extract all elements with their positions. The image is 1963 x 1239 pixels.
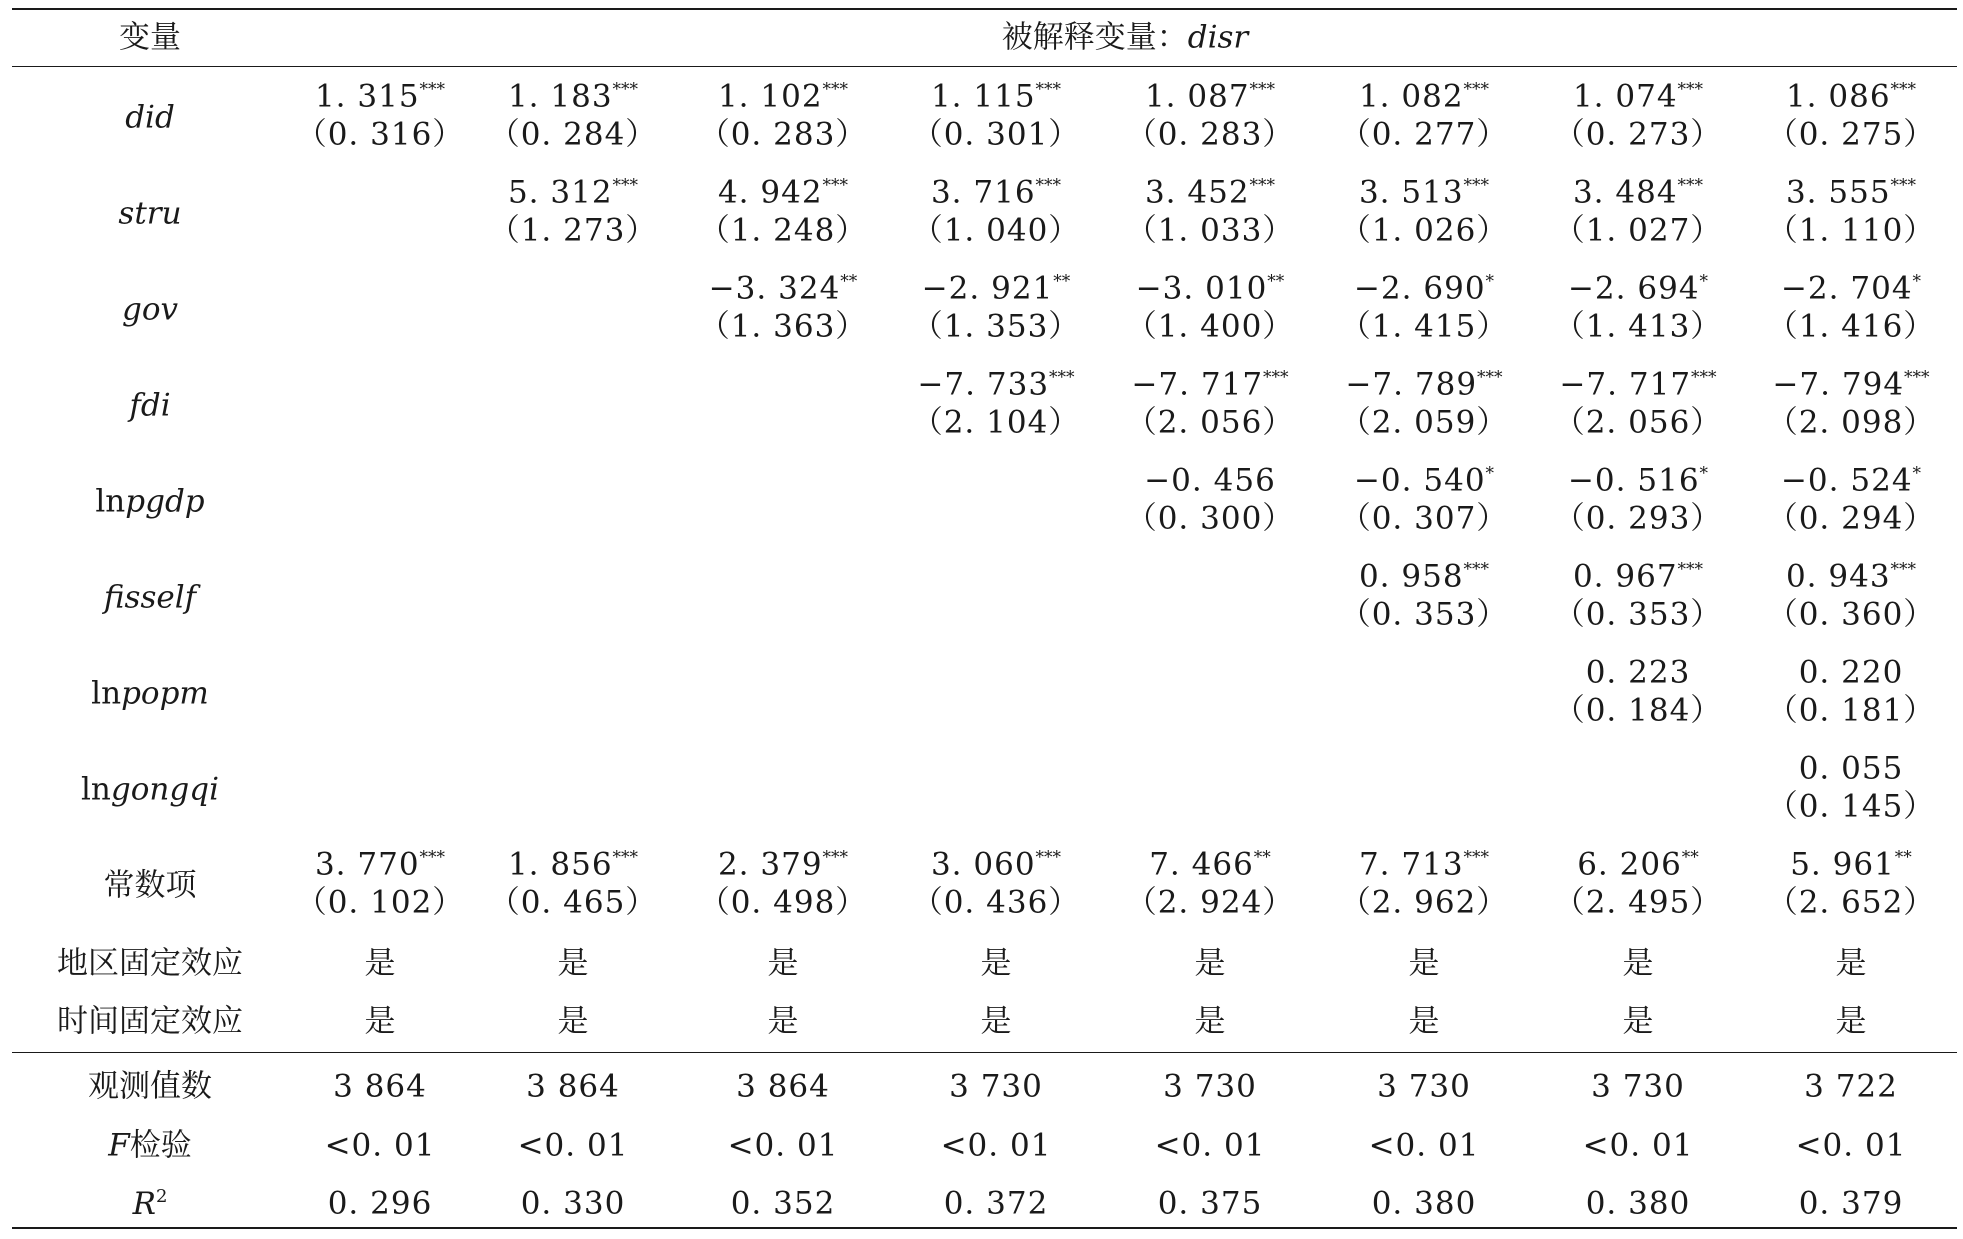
- coefficient: [1772, 366, 1930, 403]
- coefficient: [930, 846, 1062, 883]
- fixed-effect-value: 是: [1194, 945, 1226, 982]
- coefficient: [314, 846, 446, 883]
- header-variable-label: 变量: [119, 19, 181, 56]
- row-label-prefix: ln: [81, 771, 111, 808]
- coefficient-value: 7. 466: [1149, 846, 1254, 883]
- fixed-effect-value: 是: [557, 945, 589, 982]
- coefficient-value: 3. 060: [930, 846, 1036, 883]
- obs-value: 3 864: [333, 1068, 427, 1105]
- coefficient: [1785, 174, 1917, 211]
- coefficient: [507, 174, 639, 211]
- coefficient: [1780, 462, 1922, 499]
- r-squared-value: 0. 352: [730, 1185, 836, 1222]
- significance-stars: *: [1485, 463, 1495, 484]
- dependent-var: disr: [1187, 19, 1249, 56]
- coefficient-value: 1. 856: [507, 846, 613, 883]
- standard-error: （0. 277）: [1339, 116, 1509, 153]
- coefficient-value: 3. 452: [1144, 174, 1250, 211]
- standard-error: （0. 316）: [295, 116, 465, 153]
- significance-stars: ***: [612, 79, 639, 100]
- standard-error: （0. 293）: [1553, 500, 1723, 537]
- coefficient-value: −0. 524: [1780, 462, 1913, 499]
- significance-stars: ***: [1904, 367, 1930, 388]
- significance-stars: ***: [1890, 175, 1917, 196]
- significance-stars: **: [1253, 847, 1271, 868]
- significance-stars: **: [1267, 271, 1285, 292]
- coefficient: [930, 174, 1062, 211]
- standard-error: （0. 283）: [1125, 116, 1295, 153]
- coefficient: [717, 78, 849, 115]
- coefficient: [1358, 558, 1490, 595]
- coefficient: [917, 366, 1075, 403]
- coefficient-value: 0. 967: [1572, 558, 1678, 595]
- significance-stars: ***: [1049, 367, 1075, 388]
- row-label-italic: pgdp: [125, 483, 205, 520]
- coefficient: [314, 78, 446, 115]
- f-test-label: [108, 1127, 192, 1164]
- obs-value: 3 730: [1163, 1068, 1257, 1105]
- coefficient-value: −0. 516: [1567, 462, 1700, 499]
- header-dependent-variable: [1001, 19, 1249, 56]
- standard-error: （0. 184）: [1553, 692, 1723, 729]
- coefficient: [1144, 462, 1276, 499]
- coefficient-value: 1. 102: [717, 78, 823, 115]
- r-squared-value: 0. 296: [327, 1185, 433, 1222]
- coefficient-value: −7. 717: [1131, 366, 1264, 403]
- standard-error: （0. 284）: [488, 116, 658, 153]
- row-label-stru: [118, 195, 182, 232]
- coefficient-value: 5. 312: [507, 174, 613, 211]
- significance-stars: ***: [822, 175, 849, 196]
- row-label-prefix: ln: [91, 675, 122, 712]
- coefficient: [1567, 270, 1709, 307]
- coefficient-value: 3. 716: [930, 174, 1036, 211]
- significance-stars: ***: [1477, 367, 1503, 388]
- fixed-effect-value: 是: [1408, 945, 1440, 982]
- significance-stars: ***: [1263, 367, 1289, 388]
- coefficient: [1577, 846, 1699, 883]
- row-label-fisself: [103, 579, 197, 616]
- r-squared-label-sup: 2: [155, 1186, 168, 1207]
- r-squared-value: 0. 380: [1585, 1185, 1691, 1222]
- r-squared-value: 0. 380: [1371, 1185, 1477, 1222]
- coefficient: [1358, 78, 1490, 115]
- fixed-effect-label: 时间固定效应: [57, 1003, 243, 1040]
- significance-stars: **: [1681, 847, 1699, 868]
- standard-error: （1. 363）: [698, 308, 868, 345]
- r-squared-value: 0. 379: [1798, 1185, 1904, 1222]
- row-label-italic: did: [125, 99, 175, 136]
- fixed-effect-value: 是: [364, 945, 396, 982]
- header-rule: [12, 66, 1957, 67]
- coefficient-value: 3. 513: [1358, 174, 1464, 211]
- coefficient: [1358, 174, 1490, 211]
- standard-error: （0. 498）: [698, 884, 868, 921]
- fixed-effect-value: 是: [1194, 1003, 1226, 1040]
- coefficient: [1353, 462, 1495, 499]
- coefficient-value: 3. 555: [1785, 174, 1891, 211]
- significance-stars: ***: [1677, 79, 1704, 100]
- row-label-did: [125, 99, 175, 136]
- coefficient-value: 0. 220: [1798, 654, 1904, 691]
- standard-error: （1. 416）: [1766, 308, 1936, 345]
- row-label-italic: fdi: [129, 387, 171, 424]
- standard-error: （1. 027）: [1553, 212, 1723, 249]
- coefficient: [921, 270, 1071, 307]
- fixed-effect-value: 是: [1622, 945, 1654, 982]
- significance-stars: **: [840, 271, 858, 292]
- f-test-label-italic: F: [108, 1127, 130, 1164]
- standard-error: （1. 273）: [488, 212, 658, 249]
- standard-error: （0. 102）: [295, 884, 465, 921]
- coefficient-value: 1. 115: [930, 78, 1036, 115]
- f-test-value: <0. 01: [1154, 1127, 1266, 1164]
- significance-stars: ***: [1463, 559, 1490, 580]
- coefficient-value: 0. 958: [1358, 558, 1464, 595]
- significance-stars: ***: [419, 847, 446, 868]
- row-label-lnpopm: [91, 675, 209, 712]
- fixed-effect-value: 是: [767, 945, 799, 982]
- coefficient-value: 5. 961: [1790, 846, 1895, 883]
- f-test-value: <0. 01: [940, 1127, 1052, 1164]
- coefficient: [1572, 78, 1704, 115]
- standard-error: （2. 056）: [1553, 404, 1723, 441]
- standard-error: （0. 283）: [698, 116, 868, 153]
- significance-stars: ***: [612, 175, 639, 196]
- obs-label: 观测值数: [88, 1068, 212, 1105]
- coefficient: [1135, 270, 1285, 307]
- coefficient-value: 0. 055: [1798, 750, 1904, 787]
- standard-error: （2. 098）: [1766, 404, 1936, 441]
- significance-stars: ***: [1890, 79, 1917, 100]
- obs-value: 3 864: [526, 1068, 620, 1105]
- coefficient: [1572, 558, 1704, 595]
- significance-stars: *: [1912, 271, 1922, 292]
- coefficient: [1785, 558, 1917, 595]
- coefficient-value: 1. 074: [1572, 78, 1678, 115]
- coefficient-value: −7. 794: [1772, 366, 1905, 403]
- coefficient-value: 3. 770: [314, 846, 420, 883]
- coefficient-value: −0. 540: [1353, 462, 1486, 499]
- standard-error: （1. 413）: [1553, 308, 1723, 345]
- significance-stars: ***: [612, 847, 639, 868]
- standard-error: （2. 059）: [1339, 404, 1509, 441]
- f-test-value: <0. 01: [1795, 1127, 1907, 1164]
- fixed-effect-value: 是: [767, 1003, 799, 1040]
- significance-stars: ***: [1249, 175, 1276, 196]
- coefficient: [1131, 366, 1289, 403]
- coefficient-value: 0. 943: [1785, 558, 1891, 595]
- coefficient-value: −0. 456: [1144, 462, 1276, 499]
- standard-error: （1. 248）: [698, 212, 868, 249]
- coefficient-value: −2. 704: [1780, 270, 1913, 307]
- standard-error: （0. 436）: [911, 884, 1081, 921]
- bottom-rule: [12, 1227, 1957, 1229]
- coefficient-value: 1. 086: [1785, 78, 1891, 115]
- standard-error: （0. 360）: [1766, 596, 1936, 633]
- coefficient: [1144, 174, 1276, 211]
- coefficient-value: 1. 082: [1358, 78, 1464, 115]
- significance-stars: ***: [1035, 175, 1062, 196]
- coefficient-value: 2. 379: [717, 846, 823, 883]
- fixed-effect-value: 是: [980, 1003, 1012, 1040]
- coefficient-value: 4. 942: [717, 174, 823, 211]
- coefficient: [717, 174, 849, 211]
- row-label-prefix: 常数项: [103, 867, 197, 904]
- row-label-prefix: ln: [95, 483, 126, 520]
- coefficient-value: 7. 713: [1358, 846, 1464, 883]
- standard-error: （2. 924）: [1125, 884, 1295, 921]
- significance-stars: *: [1485, 271, 1495, 292]
- coefficient-value: 3. 484: [1572, 174, 1678, 211]
- r-squared-value: 0. 375: [1157, 1185, 1263, 1222]
- obs-value: 3 730: [1591, 1068, 1685, 1105]
- row-label-lngongqi: [81, 771, 219, 808]
- f-test-value: <0. 01: [1582, 1127, 1694, 1164]
- standard-error: （2. 652）: [1766, 884, 1936, 921]
- row-label-italic: gongqi: [110, 771, 219, 808]
- fixed-effect-value: 是: [1835, 945, 1867, 982]
- significance-stars: ***: [1249, 79, 1276, 100]
- significance-stars: ***: [1890, 559, 1917, 580]
- standard-error: （1. 040）: [911, 212, 1081, 249]
- significance-stars: *: [1699, 463, 1709, 484]
- coefficient-value: −7. 733: [917, 366, 1050, 403]
- standard-error: （0. 145）: [1766, 788, 1936, 825]
- coefficient: [1144, 78, 1276, 115]
- coefficient-value: 1. 087: [1144, 78, 1250, 115]
- coefficient-value: 6. 206: [1577, 846, 1682, 883]
- coefficient: [1358, 846, 1490, 883]
- r-squared-value: 0. 372: [943, 1185, 1049, 1222]
- f-test-value: <0. 01: [727, 1127, 839, 1164]
- coefficient-value: 0. 223: [1585, 654, 1691, 691]
- fixed-effect-value: 是: [364, 1003, 396, 1040]
- coefficient: [1780, 270, 1922, 307]
- obs-value: 3 722: [1804, 1068, 1898, 1105]
- fixed-effect-label: 地区固定效应: [57, 945, 243, 982]
- coefficient: [1585, 654, 1691, 691]
- significance-stars: ***: [1691, 367, 1717, 388]
- fixed-effect-value: 是: [1408, 1003, 1440, 1040]
- fixed-effect-value: 是: [1622, 1003, 1654, 1040]
- significance-stars: *: [1699, 271, 1709, 292]
- standard-error: （1. 110）: [1766, 212, 1936, 249]
- coefficient: [1572, 174, 1704, 211]
- significance-stars: ***: [1677, 175, 1704, 196]
- coefficient: [507, 846, 639, 883]
- fixed-effect-value: 是: [557, 1003, 589, 1040]
- coefficient: [1798, 750, 1904, 787]
- coefficient-value: 1. 315: [314, 78, 420, 115]
- standard-error: （2. 495）: [1553, 884, 1723, 921]
- coefficient: [1345, 366, 1503, 403]
- fixed-effect-value: 是: [1835, 1003, 1867, 1040]
- significance-stars: ***: [1035, 847, 1062, 868]
- row-label-lnpgdp: [95, 483, 205, 520]
- standard-error: （0. 301）: [911, 116, 1081, 153]
- coefficient: [507, 78, 639, 115]
- coefficient: [1353, 270, 1495, 307]
- significance-stars: ***: [1463, 847, 1490, 868]
- coefficient: [717, 846, 849, 883]
- row-label-italic: fisself: [103, 579, 197, 616]
- fixed-effect-value: 是: [980, 945, 1012, 982]
- significance-stars: ***: [1677, 559, 1704, 580]
- significance-stars: ***: [822, 79, 849, 100]
- standard-error: （1. 415）: [1339, 308, 1509, 345]
- coefficient: [1559, 366, 1717, 403]
- significance-stars: ***: [1463, 175, 1490, 196]
- coefficient-value: −2. 690: [1353, 270, 1486, 307]
- r-squared-label-letter: R: [132, 1186, 156, 1222]
- coefficient-value: −7. 789: [1345, 366, 1478, 403]
- standard-error: （1. 033）: [1125, 212, 1295, 249]
- standard-error: （0. 353）: [1553, 596, 1723, 633]
- obs-value: 3 864: [736, 1068, 830, 1105]
- standard-error: （0. 300）: [1125, 500, 1295, 537]
- coefficient: [930, 78, 1062, 115]
- coefficient: [1567, 462, 1709, 499]
- f-test-value: <0. 01: [517, 1127, 629, 1164]
- standard-error: （1. 353）: [911, 308, 1081, 345]
- f-test-value: <0. 01: [324, 1127, 436, 1164]
- significance-stars: **: [1053, 271, 1071, 292]
- coefficient-value: 1. 183: [507, 78, 613, 115]
- row-label-constant: [103, 867, 197, 904]
- significance-stars: **: [1894, 847, 1912, 868]
- row-label-italic: gov: [121, 291, 179, 328]
- coefficient: [708, 270, 858, 307]
- standard-error: （2. 962）: [1339, 884, 1509, 921]
- r-squared-value: 0. 330: [520, 1185, 626, 1222]
- stats-rule: [12, 1052, 1957, 1053]
- obs-value: 3 730: [949, 1068, 1043, 1105]
- standard-error: （0. 273）: [1553, 116, 1723, 153]
- row-label-fdi: [129, 387, 171, 424]
- row-label-gov: [121, 291, 179, 328]
- r-squared-label: [133, 1188, 168, 1220]
- coefficient: [1149, 846, 1271, 883]
- obs-value: 3 730: [1377, 1068, 1471, 1105]
- f-test-label-rest: 检验: [129, 1127, 192, 1164]
- coefficient-value: −3. 324: [708, 270, 841, 307]
- coefficient-value: −7. 717: [1559, 366, 1692, 403]
- standard-error: （2. 104）: [911, 404, 1081, 441]
- standard-error: （0. 181）: [1766, 692, 1936, 729]
- standard-error: （1. 026）: [1339, 212, 1509, 249]
- significance-stars: ***: [822, 847, 849, 868]
- coefficient-value: −2. 694: [1567, 270, 1700, 307]
- significance-stars: ***: [1463, 79, 1490, 100]
- significance-stars: *: [1912, 463, 1922, 484]
- f-test-value: <0. 01: [1368, 1127, 1480, 1164]
- coefficient: [1798, 654, 1904, 691]
- top-rule: [12, 8, 1957, 10]
- significance-stars: ***: [1035, 79, 1062, 100]
- coefficient: [1790, 846, 1912, 883]
- standard-error: （0. 294）: [1766, 500, 1936, 537]
- row-label-italic: popm: [121, 675, 209, 712]
- dependent-prefix: 被解释变量：: [1001, 19, 1188, 56]
- standard-error: （2. 056）: [1125, 404, 1295, 441]
- row-label-italic: stru: [118, 195, 182, 232]
- significance-stars: ***: [419, 79, 446, 100]
- standard-error: （0. 465）: [488, 884, 658, 921]
- standard-error: （0. 307）: [1339, 500, 1509, 537]
- standard-error: （0. 275）: [1766, 116, 1936, 153]
- coefficient-value: −2. 921: [921, 270, 1054, 307]
- coefficient: [1785, 78, 1917, 115]
- coefficient-value: −3. 010: [1135, 270, 1268, 307]
- standard-error: （1. 400）: [1125, 308, 1295, 345]
- standard-error: （0. 353）: [1339, 596, 1509, 633]
